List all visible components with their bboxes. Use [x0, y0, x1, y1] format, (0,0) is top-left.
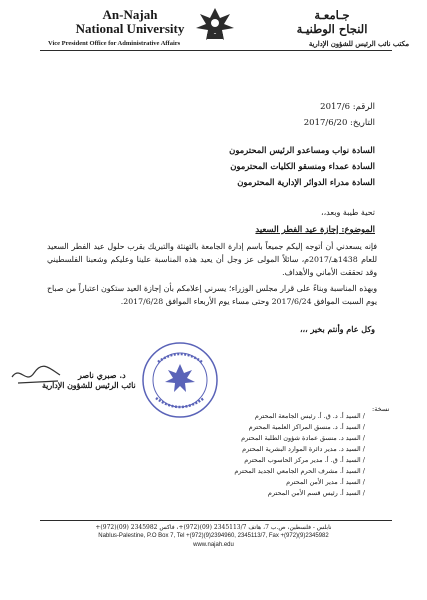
subject-line: الموضوع: إجازة عيد الفطر السعيد: [255, 224, 375, 234]
university-name-ar: [257, 8, 407, 36]
footer-address-en: Nablus-Palestine, P.O Box 7, Tel +(972)(9)2394960, 2345113/7, Fax +(972)(9)2345982: [98, 533, 329, 539]
addressee-line: السادة مدراء الدوائر الإدارية المحترمون: [237, 177, 375, 187]
footer-website-link[interactable]: www.najah.edu: [193, 542, 234, 548]
university-name-en-line2: National University: [75, 21, 185, 36]
closing-line: وكل عام وأنتم بخير ،،،: [299, 324, 375, 334]
footer-address-ar: نابلس - فلسطين، ص.ب 7، هاتف 2345113/7 (09)(972)+، فاكس 2345982 (09)(972)+: [95, 524, 332, 531]
signatory-title: نائب الرئيس للشؤون الإدارية: [42, 381, 136, 390]
university-name-ar-line1: جـامعـة: [314, 8, 350, 22]
ref-number: الرقم: 2017/6: [320, 102, 375, 112]
office-name-ar: مكتب نائب الرئيس للشؤون الإدارية: [308, 40, 409, 48]
header-divider: [40, 50, 392, 51]
body-paragraph: فإنه يسعدني أن أتوجه إليكم جميعاً باسم إدارة الجامعة بالتهنئة والتبريك بقرب حلول عيد الفطر السعيد للعام 1438هـ/2017م، سائلاً المولى عز وجل أن يعيد هذه المناسبة علينا وعليكم وشعبنا الفلسطيني وقد تحققت الأماني والأهداف.: [47, 242, 377, 277]
greeting: تحية طيبة وبعد،،: [321, 208, 375, 217]
signatory-name: د. صبري ناصر: [78, 370, 126, 380]
university-name-ar-line2: النجاح الوطنيـة: [296, 22, 368, 36]
office-name-en: Vice President Office for Administrative Affairs: [48, 40, 181, 47]
cc-item: / السيد أ. مشرف الحرم الجامعي الجديد المحترم: [234, 467, 365, 475]
handwritten-signature: [8, 355, 68, 395]
cc-item: / السيد أ. مدير الأمن المحترم: [286, 478, 365, 486]
cc-item: / السيد د. مدير دائرة الموارد البشرية المحترم: [242, 445, 365, 453]
cc-item: / السيد أ. ق. أ. مدير مركز الحاسوب المحترم: [244, 456, 365, 464]
cc-label: نسخة:: [372, 405, 390, 413]
cc-item: / السيد أ. د. منسق المراكز العلمية المحترم: [248, 423, 365, 431]
official-stamp: [140, 340, 220, 420]
cc-item: / السيد أ. رئيس قسم الأمن المحترم: [267, 489, 365, 497]
addressee-line: السادة نواب ومساعدو الرئيس المحترمون: [229, 145, 375, 155]
addressee-line: السادة عمداء ومنسقو الكليات المحترمون: [230, 161, 375, 171]
cc-item: / السيد د. منسق عمادة شؤون الطلبة المحترم: [241, 434, 365, 442]
university-name-en: [60, 8, 200, 36]
university-name-en-line1: An-Najah: [102, 7, 158, 22]
university-logo: [192, 4, 238, 44]
body-paragraph: وبهذه المناسبة وبناءً على قرار مجلس الوزراء؛ يسرني إعلامكم بأن إجازة العيد ستكون اعتباراً من صباح يوم السبت الموافق 2017/6/24 وحتى مساء يوم الأربعاء الموافق 2017/6/28.: [47, 284, 377, 306]
ref-date: التاريخ: 2017/6/20: [303, 118, 375, 128]
footer-divider: [40, 520, 392, 521]
cc-item: / السيد أ. د. ق. أ. رئيس الجامعة المحترم: [254, 412, 365, 420]
